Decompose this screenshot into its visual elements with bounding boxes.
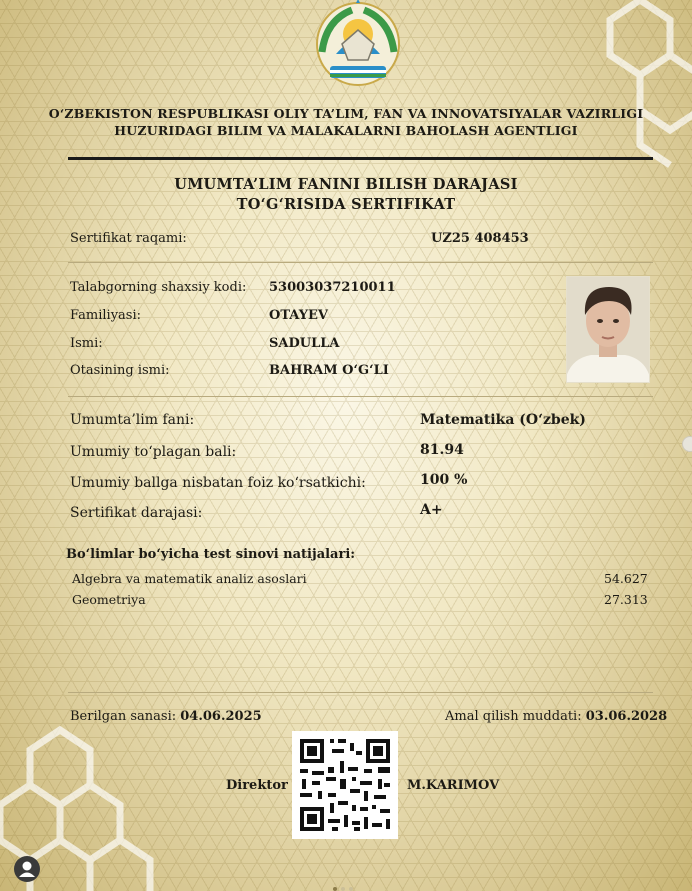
name-label: Ismi: — [70, 336, 103, 351]
surname-value: OTAYEV — [269, 308, 329, 323]
holder-photo — [566, 276, 650, 383]
divider — [68, 262, 653, 263]
surname-label: Familiyasi: — [70, 308, 141, 323]
divider — [68, 692, 653, 693]
issue-date — [70, 709, 262, 724]
ministry-name-line2: HUZURIDAGI BILIM VA MALAKALARNI BAHOLASH AGENTLIGI — [114, 123, 578, 138]
section-name: Geometriya — [72, 592, 146, 607]
carousel-dot[interactable] — [333, 887, 337, 891]
grade-label: Sertifikat darajasi: — [70, 505, 203, 521]
header-divider — [68, 157, 653, 160]
valid-until-value: 03.06.2028 — [585, 709, 668, 724]
certificate-title-line2: TO‘G‘RISIDA SERTIFIKAT — [236, 196, 456, 213]
certificate-title-line1: UMUMTA’LIM FANINI BILISH DARAJASI — [174, 176, 518, 193]
portrait-icon — [567, 277, 649, 382]
total-score-label: Umumiy to‘plagan bali: — [70, 444, 237, 460]
scroll-handle[interactable] — [682, 436, 692, 452]
section-name: Algebra va matematik analiz asoslari — [72, 571, 307, 586]
carousel-dot[interactable] — [341, 887, 345, 891]
patronymic-label: Otasining ismi: — [70, 363, 170, 378]
director-label: Direktor — [226, 778, 288, 793]
personal-id-label: Talabgorning shaxsiy kodi: — [70, 280, 247, 295]
sections-heading: Bo‘limlar bo‘yicha test sinovi natijalari: — [66, 547, 356, 562]
patronymic-value: BAHRAM O‘G‘LI — [269, 363, 389, 378]
user-icon — [14, 856, 40, 882]
grade-value: A+ — [420, 502, 443, 518]
total-score-value: 81.94 — [420, 442, 464, 458]
carousel-dot[interactable] — [349, 887, 353, 891]
issue-date-label: Berilgan sanasi: — [70, 709, 177, 724]
issue-date-value: 04.06.2025 — [180, 709, 262, 724]
divider — [68, 396, 653, 397]
percent-value: 100 % — [420, 472, 468, 488]
carousel-dots[interactable] — [333, 876, 373, 882]
corner-ornament-top-right — [580, 0, 692, 170]
certificate-number-value: UZ25 408453 — [431, 231, 529, 246]
section-score: 27.313 — [604, 592, 648, 607]
valid-until-label: Amal qilish muddati: — [445, 709, 582, 724]
section-score: 54.627 — [604, 571, 648, 586]
director-name: M.KARIMOV — [407, 778, 500, 793]
qr-code-icon — [292, 731, 398, 839]
name-value: SADULLA — [269, 336, 340, 351]
subject-value: Matematika (O‘zbek) — [420, 412, 586, 428]
valid-until — [445, 709, 667, 724]
percent-label: Umumiy ballga nisbatan foiz ko‘rsatkichi: — [70, 475, 366, 491]
certificate-number-label: Sertifikat raqami: — [70, 231, 187, 246]
qr-code[interactable] — [292, 731, 398, 839]
ministry-name-line1: O‘ZBEKISTON RESPUBLIKASI OLIY TA’LIM, FAN VA INNOVATSIYALAR VAZIRLIGI — [48, 106, 644, 121]
subject-label: Umumta’lim fani: — [70, 412, 195, 428]
avatar[interactable] — [14, 856, 40, 882]
state-emblem-icon — [312, 0, 404, 88]
personal-id-value: 53003037210011 — [269, 280, 396, 295]
